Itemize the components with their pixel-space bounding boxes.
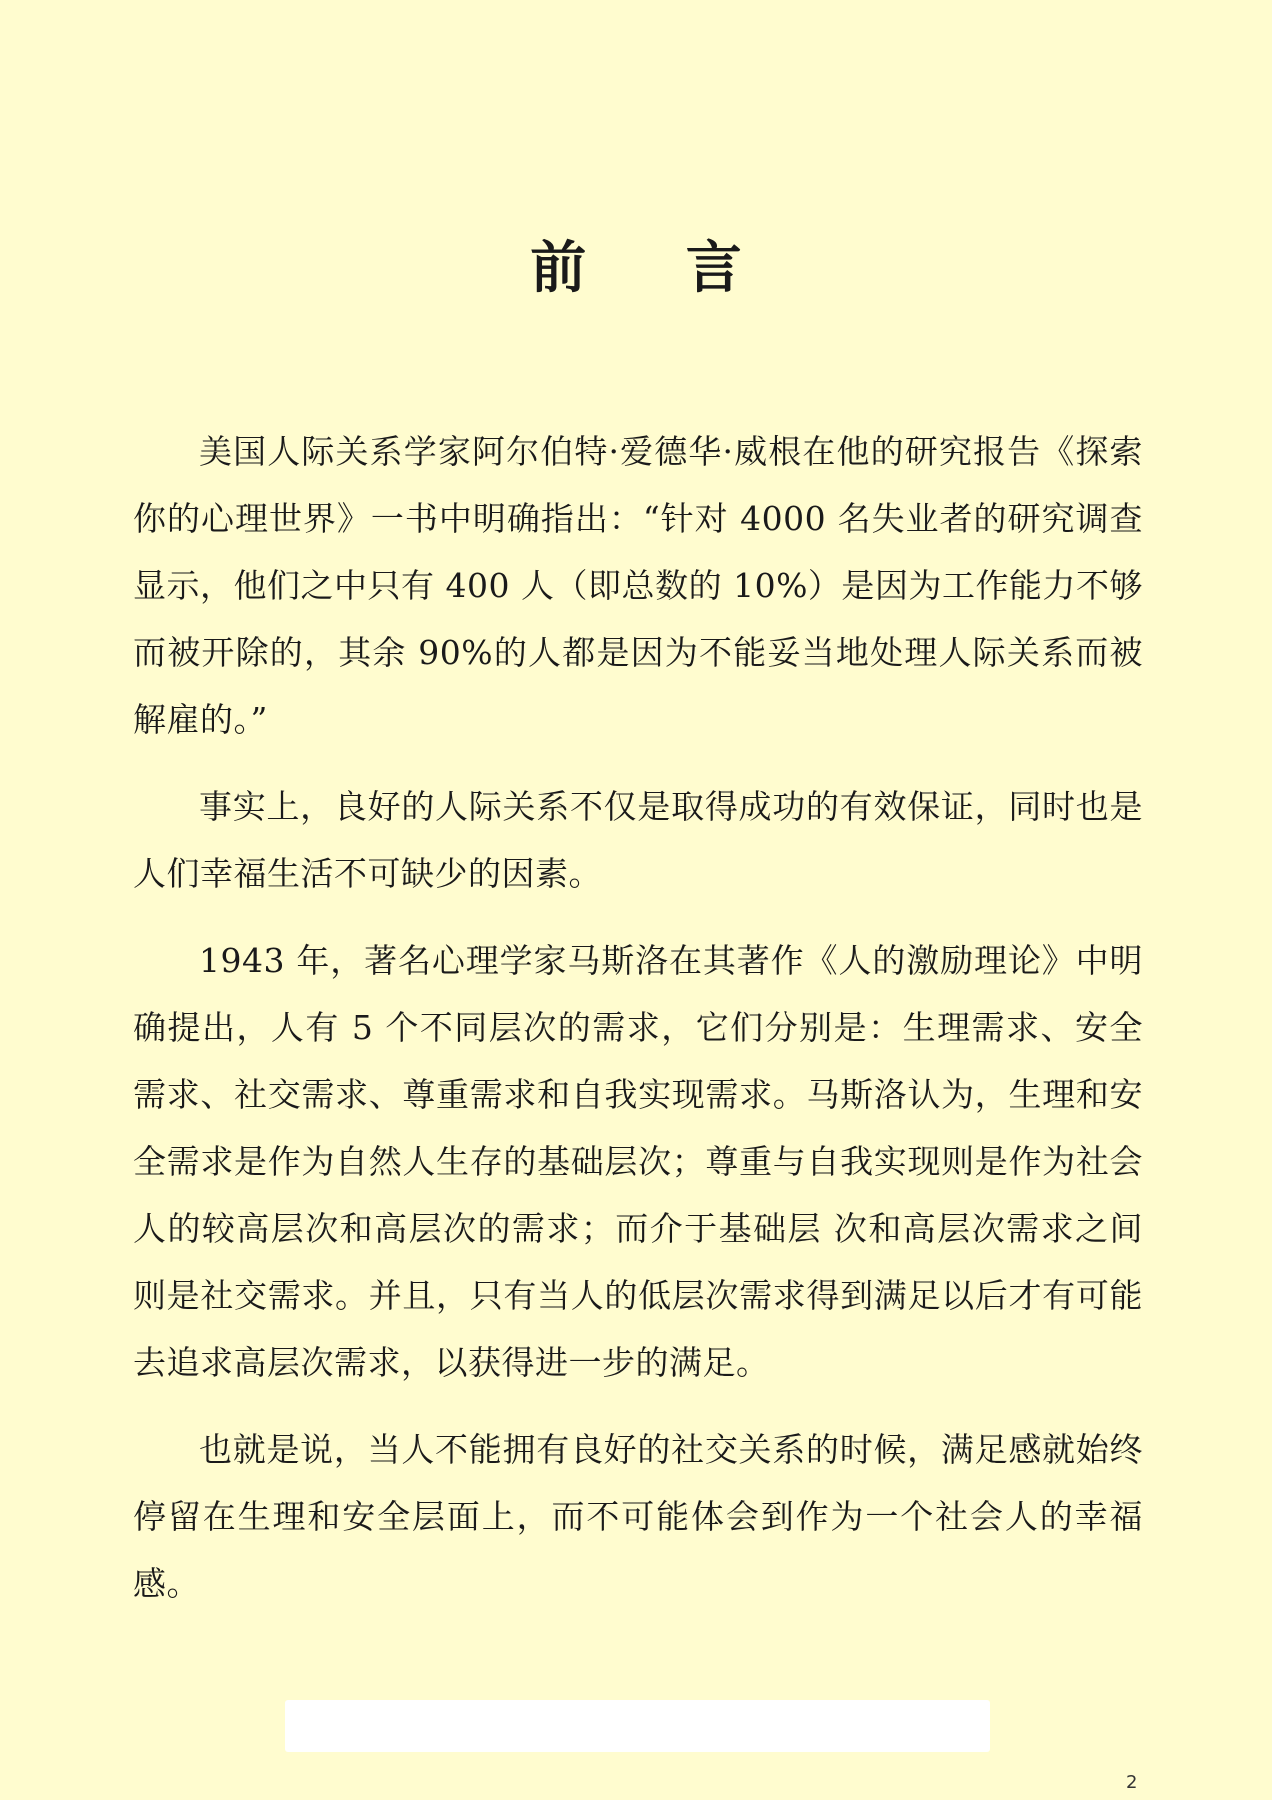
body-text — [133, 418, 1143, 1637]
paragraph-4: 也就是说，当人不能拥有良好的社交关系的时候，满足感就始终停留在生理和安全层面上，而不可能体会到作为一个社会人的幸福感。 — [133, 1430, 1143, 1603]
page-number: 2 — [1126, 1772, 1138, 1793]
paragraph-3: 1943 年，著名心理学家马斯洛在其著作《人的激励理论》中明确提出，人有 5 个不同层次的需求，它们分别是：生理需求、安全需求、社交需求、尊重需求和自我实现需求。马斯洛认为，生理和安全需求是作为自然人生存的基础层次；尊重与自我实现则是作为社会人的较高层次和高层次的需求；而介于基础层 次和高层次需求之间则是社交需求。并且，只有当人的低层次需求得到满足以后才有可能去追求高层次需求，以获得进一步的满足。 — [133, 941, 1143, 1382]
paragraph-1: 美国人际关系学家阿尔伯特·爱德华·威根在他的研究报告《探索你的心理世界》一书中明确指出：“针对 4000 名失业者的研究调查显示，他们之中只有 400 人（即总数的 10%）是因为工作能力不够而被开除的，其余 90%的人都是因为不能妥当地处理人际关系而被解雇的。” — [133, 432, 1143, 739]
paragraph-2: 事实上，良好的人际关系不仅是取得成功的有效保证，同时也是人们幸福生活不可缺少的因素。 — [133, 787, 1143, 893]
blank-footer-box — [285, 1700, 990, 1752]
page-title: 前 言 — [530, 236, 782, 301]
